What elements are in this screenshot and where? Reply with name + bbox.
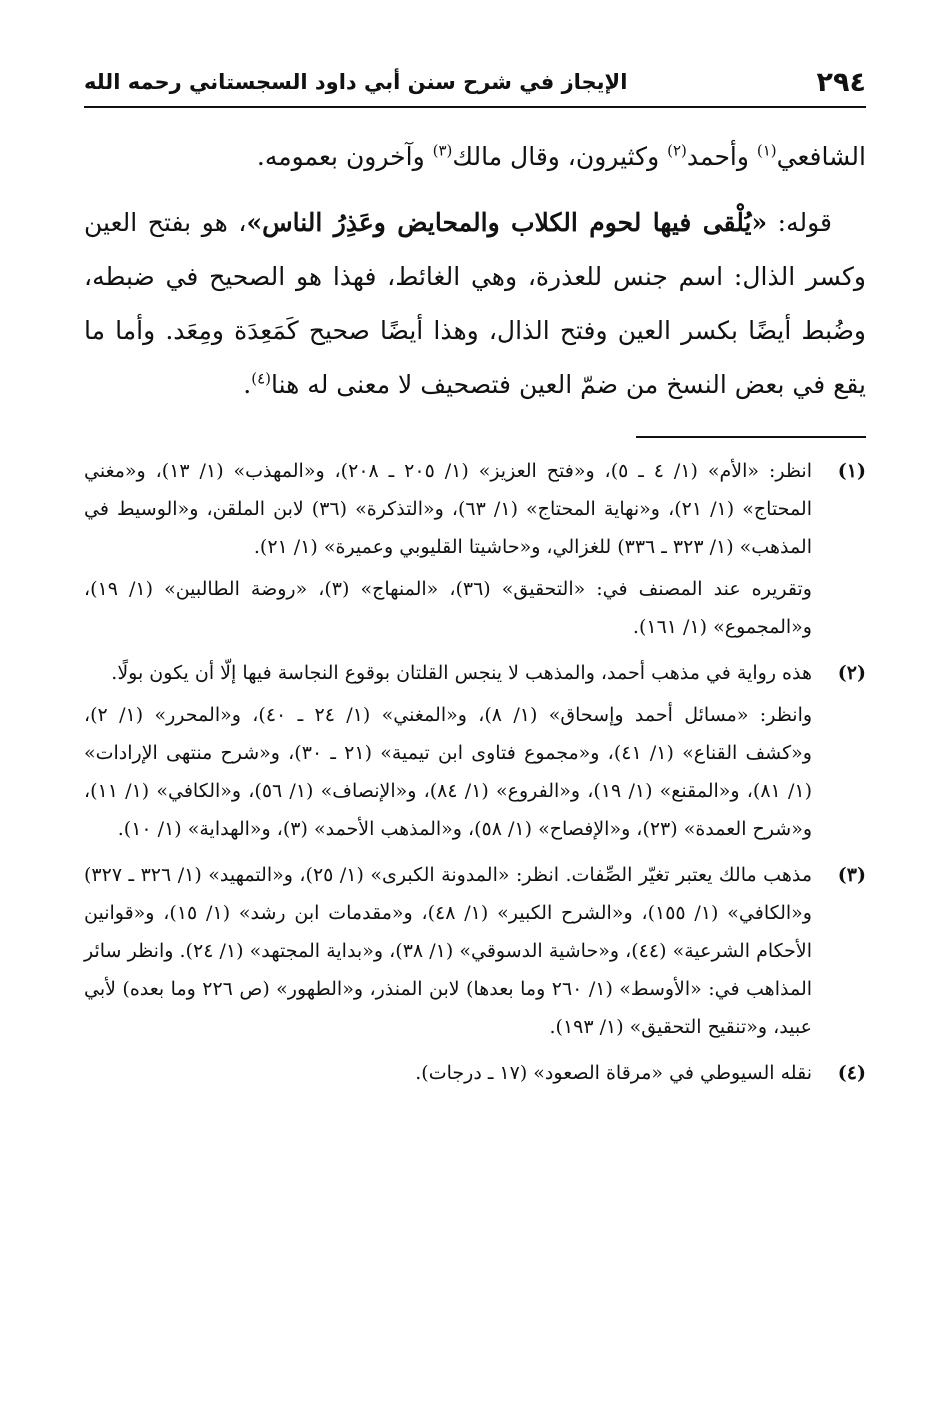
footnote-paragraph: مذهب مالك يعتبر تغيّر الصِّفات. انظر: «المدونة الكبرى» (١/ ٢٥)، و«التمهيد» (١/ ٣٢٦ ـ ٣٢٧) و«الكافي» (١/ ١٥٥)، و«الشرح الكبير» (١/ ٤٨)، و«مقدمات ابن رشد» (١/ ١٥)، و«قوانين الأحكام الشرعية» (٤٤)، و«حاشية الدسوقي» (١/ ٣٨)، و«بداية المجتهد» (١/ ٢٤). وانظر سائر المذاهب في: «الأوسط» (١/ ٢٦٠ وما بعدها) لابن المنذر، و«الطهور» (ص ٢٢٦ وما بعده) لأبي عبيد، و«تنقيح التحقيق» (١/ ١٩٣). (84, 864, 813, 1038)
footnote-content (84, 1054, 812, 1096)
footnote-paragraph: هذه رواية في مذهب أحمد، والمذهب لا ينجس القلتان بوقوع النجاسة فيها إلّا أن يكون بولًا. (111, 662, 812, 684)
paragraph-1 (84, 130, 866, 184)
hadith-quote: «يُلْقى فيها لحوم الكلاب والمحايض وعَذِرُ الناس» (246, 208, 768, 237)
footnote-separator (636, 436, 866, 438)
footnote-number: (١) (837, 460, 866, 482)
footnote-paragraph: وانظر: «مسائل أحمد وإسحاق» (١/ ٨)، و«المغني» (١/ ٢٤ ـ ٤٠)، و«المحرر» (١/ ٢)، و«كشف القناع» (١/ ٤١)، و«مجموع فتاوى ابن تيمية» (٢١ ـ ٣٠)، و«شرح منتهى الإرادات» (١/ ٨١)، و«المقنع» (١/ ١٩)، و«الفروع» (١/ ٨٤)، و«الإنصاف» (١/ ٥٦)، و«الكافي» (١/ ١١)، و«شرح العمدة» (٢٣)، و«الإفصاح» (١/ ٥٨)، و«المذهب الأحمد» (٣)، و«الهداية» (١/ ١٠). (84, 704, 813, 840)
footnote-2 (84, 654, 866, 852)
text-run: وأحمد (686, 142, 757, 171)
text-run: . (243, 370, 252, 399)
footnote-content (84, 654, 812, 852)
footnote-content (84, 856, 812, 1050)
footnote-paragraph: نقله السيوطي في «مرقاة الصعود» (١٧ ـ درجات). (415, 1062, 812, 1084)
footnote-number: (٣) (837, 864, 866, 886)
text-run: الشافعي (776, 142, 866, 171)
footnote-paragraph: وتقريره عند المصنف في: «التحقيق» (٣٦)، «المنهاج» (٣)، «روضة الطالبين» (١/ ١٩)، و«المجموع» (١/ ١٦١). (84, 578, 812, 638)
main-text (84, 130, 866, 412)
text-run: قوله: (767, 208, 832, 237)
footnote-1 (84, 452, 866, 650)
footnote-3 (84, 856, 866, 1050)
text-run: ، هو بفتح العين وكسر الذال: اسم جنس للعذرة، وهي الغائط، فهذا هو الصحيح في ضبطه، وضُبط أيضًا بكسر العين وفتح الذال، وهذا أيضًا صحيح كَمَعِدَة ومِعَد. وأما ما يقع في بعض النسخ من ضمّ العين فتصحيف لا معنى له هنا (84, 208, 866, 399)
book-page (84, 58, 866, 1100)
text-run: وآخرون بعمومه. (256, 142, 433, 171)
footnote-content (84, 452, 812, 650)
page-number: ٢٩٤ (816, 66, 866, 98)
running-title: الإيجاز في شرح سنن أبي داود السجستاني رحمه الله (84, 70, 628, 94)
footnote-number: (٢) (837, 662, 866, 684)
text-run: وكثيرون، وقال مالك (452, 142, 668, 171)
footnote-ref-2[interactable]: (٢) (667, 141, 687, 160)
paragraph-2 (84, 196, 866, 412)
footnote-ref-3[interactable]: (٣) (432, 141, 453, 160)
footnote-ref-1[interactable]: (١) (756, 141, 777, 160)
footnote-paragraph: انظر: «الأم» (١/ ٤ ـ ٥)، و«فتح العزيز» (١/ ٢٠٥ ـ ٢٠٨)، و«المهذب» (١/ ١٣)، و«مغني المحتاج» (١/ ٢١)، و«نهاية المحتاج» (١/ ٦٣)، و«التذكرة» (٣٦) لابن الملقن، و«الوسيط في المذهب» (١/ ٣٢٣ ـ ٣٣٦) للغزالي، و«حاشيتا القليوبي وعميرة» (١/ ٢١). (84, 460, 812, 558)
footnote-4 (84, 1054, 866, 1096)
footnote-number: (٤) (837, 1062, 866, 1084)
running-header (84, 58, 866, 108)
footnotes (84, 452, 866, 1096)
footnote-ref-4[interactable]: (٤) (251, 369, 272, 388)
